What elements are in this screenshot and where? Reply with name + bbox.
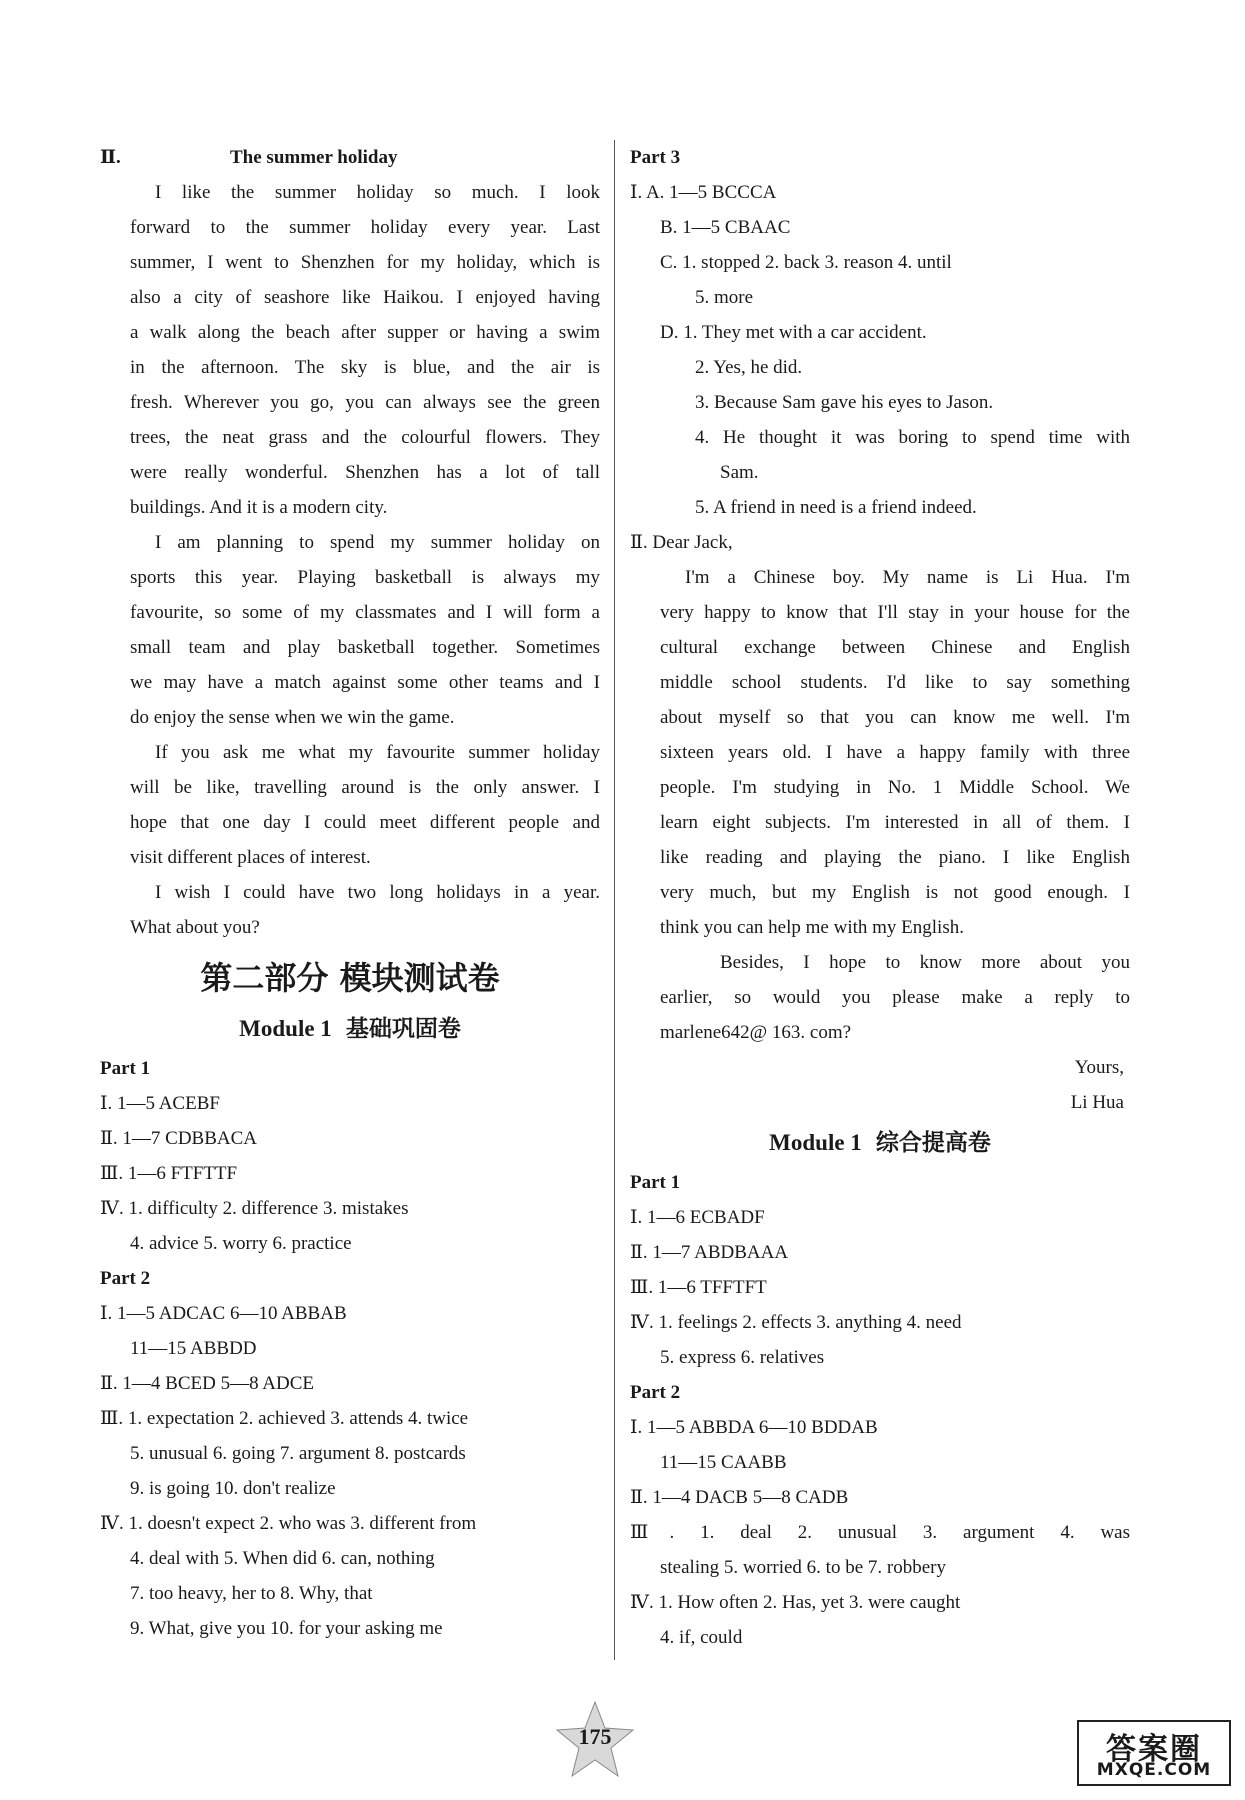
essay-line: do enjoy the sense when we win the game. <box>130 707 455 728</box>
part-heading: Part 3 <box>630 147 681 168</box>
essay-line: I am planning to spend my summer holiday on <box>155 532 600 553</box>
answer-line: B. 1—5 CBAAC <box>660 217 791 238</box>
answer-line: 3. Because Sam gave his eyes to Jason. <box>695 392 994 413</box>
part-heading: Part 2 <box>100 1268 151 1289</box>
letter-line: cultural exchange between Chinese and English <box>660 637 1130 658</box>
essay-line: I like the summer holiday so much. I look <box>155 182 600 203</box>
answer-line: 2. Yes, he did. <box>695 357 803 378</box>
essay-line: buildings. And it is a modern city. <box>130 497 388 518</box>
letter-line: sixteen years old. I have a happy family with three <box>660 742 1130 763</box>
answer-line: 4. deal with 5. When did 6. can, nothing <box>130 1548 435 1569</box>
answer-line: 9. What, give you 10. for your asking me <box>130 1618 443 1639</box>
module-title <box>100 1006 600 1051</box>
answer-line: 7. too heavy, her to 8. Why, that <box>130 1583 373 1604</box>
essay-line: forward to the summer holiday every year. Last <box>130 217 600 238</box>
answer-line: Ⅳ. 1. feelings 2. effects 3. anything 4. need <box>630 1312 962 1333</box>
page-number-badge <box>555 1700 635 1780</box>
essay-line: in the afternoon. The sky is blue, and the air is <box>130 357 600 378</box>
letter-line: very happy to know that I'll stay in your house for the <box>660 602 1130 623</box>
answer-line: Ⅱ. 1—4 DACB 5—8 CADB <box>630 1487 849 1508</box>
watermark-text-top: 答案圈 <box>1106 1732 1202 1767</box>
answer-line: 4. if, could <box>660 1627 743 1648</box>
letter-signature: Li Hua <box>1070 1092 1124 1113</box>
letter-closing: Yours, <box>1074 1057 1124 1078</box>
module-title <box>630 1120 1130 1165</box>
essay-line: fresh. Wherever you go, you can always see the green <box>130 392 600 413</box>
letter-line: learn eight subjects. I'm interested in all of them. I <box>660 812 1130 833</box>
letter-line: like reading and playing the piano. I like English <box>660 847 1130 868</box>
letter-line: marlene642@ 163. com? <box>660 1022 852 1043</box>
answer-line: 4. advice 5. worry 6. practice <box>130 1233 352 1254</box>
column-divider <box>614 140 615 1660</box>
answer-line: Ⅱ. 1—7 ABDBAAA <box>630 1242 789 1263</box>
module-title-en: Module 1 <box>769 1130 862 1155</box>
answer-line: Ⅰ. 1—5 ACEBF <box>100 1093 220 1114</box>
answer-line: Ⅲ. 1. expectation 2. achieved 3. attends 4. twice <box>100 1408 469 1429</box>
letter-line: I'm a Chinese boy. My name is Li Hua. I'm <box>685 567 1130 588</box>
answer-line: Ⅲ. 1—6 TFFTFT <box>630 1277 767 1298</box>
letter-line: earlier, so would you please make a reply to <box>660 987 1130 1008</box>
watermark-text-bottom: MXQE.COM <box>1096 1760 1212 1780</box>
part-heading: Part 1 <box>100 1058 151 1079</box>
answer-line: 5. more <box>695 287 754 308</box>
module-title-cn: 综合提高卷 <box>875 1130 991 1156</box>
essay-line: will be like, travelling around is the only answer. I <box>130 777 600 798</box>
answer-line: Ⅳ. 1. How often 2. Has, yet 3. were caught <box>630 1592 961 1613</box>
part-heading: Part 2 <box>630 1382 681 1403</box>
essay-line: If you ask me what my favourite summer holiday <box>155 742 600 763</box>
letter-line: about myself so that you can know me well. I'm <box>660 707 1130 728</box>
essay-title: The summer holiday <box>230 147 398 168</box>
essay-line: visit different places of interest. <box>130 847 371 868</box>
essay-line: What about you? <box>130 917 260 938</box>
answer-line: Sam. <box>720 462 759 483</box>
section-title: 第二部分 模块测试卷 <box>200 959 500 997</box>
answer-line: 11—15 CAABB <box>660 1452 787 1473</box>
essay-line: hope that one day I could meet different people and <box>130 812 600 833</box>
answer-line: Ⅰ. 1—5 ABBDA 6—10 BDDAB <box>630 1417 878 1438</box>
essay-number: Ⅱ. <box>100 147 121 168</box>
letter-salutation: Ⅱ. Dear Jack, <box>630 532 733 553</box>
answer-line: Ⅳ. 1. doesn't expect 2. who was 3. different from <box>100 1513 477 1534</box>
answer-line: 9. is going 10. don't realize <box>130 1478 336 1499</box>
essay-line: favourite, so some of my classmates and I will form a <box>130 602 600 623</box>
answer-line: Ⅰ. A. 1—5 BCCCA <box>630 182 777 203</box>
letter-line: middle school students. I'd like to say something <box>660 672 1130 693</box>
essay-line: a walk along the beach after supper or having a swim <box>130 322 600 343</box>
essay-body <box>100 175 600 945</box>
essay-heading <box>100 140 600 175</box>
answer-line: D. 1. They met with a car accident. <box>660 322 927 343</box>
answer-line: 11—15 ABBDD <box>130 1338 257 1359</box>
essay-line: sports this year. Playing basketball is always my <box>130 567 600 588</box>
essay-line: we may have a match against some other teams and I <box>130 672 600 693</box>
module-title-cn: 基础巩固卷 <box>345 1016 461 1042</box>
left-column <box>100 140 600 1646</box>
right-column <box>630 140 1130 1655</box>
answer-line: C. 1. stopped 2. back 3. reason 4. until <box>660 252 952 273</box>
answer-line: 5. unusual 6. going 7. argument 8. postcards <box>130 1443 466 1464</box>
letter-line: very much, but my English is not good enough. I <box>660 882 1130 903</box>
letter-line: people. I'm studying in No. 1 Middle School. We <box>660 777 1130 798</box>
essay-line: trees, the neat grass and the colourful flowers. They <box>130 427 600 448</box>
essay-line: small team and play basketball together. Sometimes <box>130 637 600 658</box>
letter-body <box>630 560 1130 1050</box>
answer-line: 4. He thought it was boring to spend time with <box>695 427 1130 448</box>
module-title-en: Module 1 <box>239 1016 332 1041</box>
essay-line: I wish I could have two long holidays in a year. <box>155 882 600 903</box>
answer-line: Ⅳ. 1. difficulty 2. difference 3. mistakes <box>100 1198 409 1219</box>
answer-line: Ⅲ. 1—6 FTFTTF <box>100 1163 238 1184</box>
answer-line: 5. A friend in need is a friend indeed. <box>695 497 977 518</box>
part-heading: Part 1 <box>630 1172 681 1193</box>
answer-line: Ⅱ. 1—7 CDBBACA <box>100 1128 258 1149</box>
watermark-logo <box>1077 1720 1231 1786</box>
answer-line: Ⅱ. 1—4 BCED 5—8 ADCE <box>100 1373 315 1394</box>
answer-line: stealing 5. worried 6. to be 7. robbery <box>660 1557 946 1578</box>
essay-line: were really wonderful. Shenzhen has a lot of tall <box>130 462 600 483</box>
answer-line: 5. express 6. relatives <box>660 1347 825 1368</box>
answer-line: Ⅰ. 1—5 ADCAC 6—10 ABBAB <box>100 1303 347 1324</box>
letter-line: think you can help me with my English. <box>660 917 964 938</box>
essay-line: also a city of seashore like Haikou. I enjoyed having <box>130 287 600 308</box>
essay-line: summer, I went to Shenzhen for my holiday, which is <box>130 252 600 273</box>
answer-line: Ⅰ. 1—6 ECBADF <box>630 1207 765 1228</box>
page-number: 175 <box>578 1724 612 1749</box>
letter-line: Besides, I hope to know more about you <box>720 952 1130 973</box>
answer-line: Ⅲ. 1. deal 2. unusual 3. argument 4. was <box>630 1522 1130 1543</box>
